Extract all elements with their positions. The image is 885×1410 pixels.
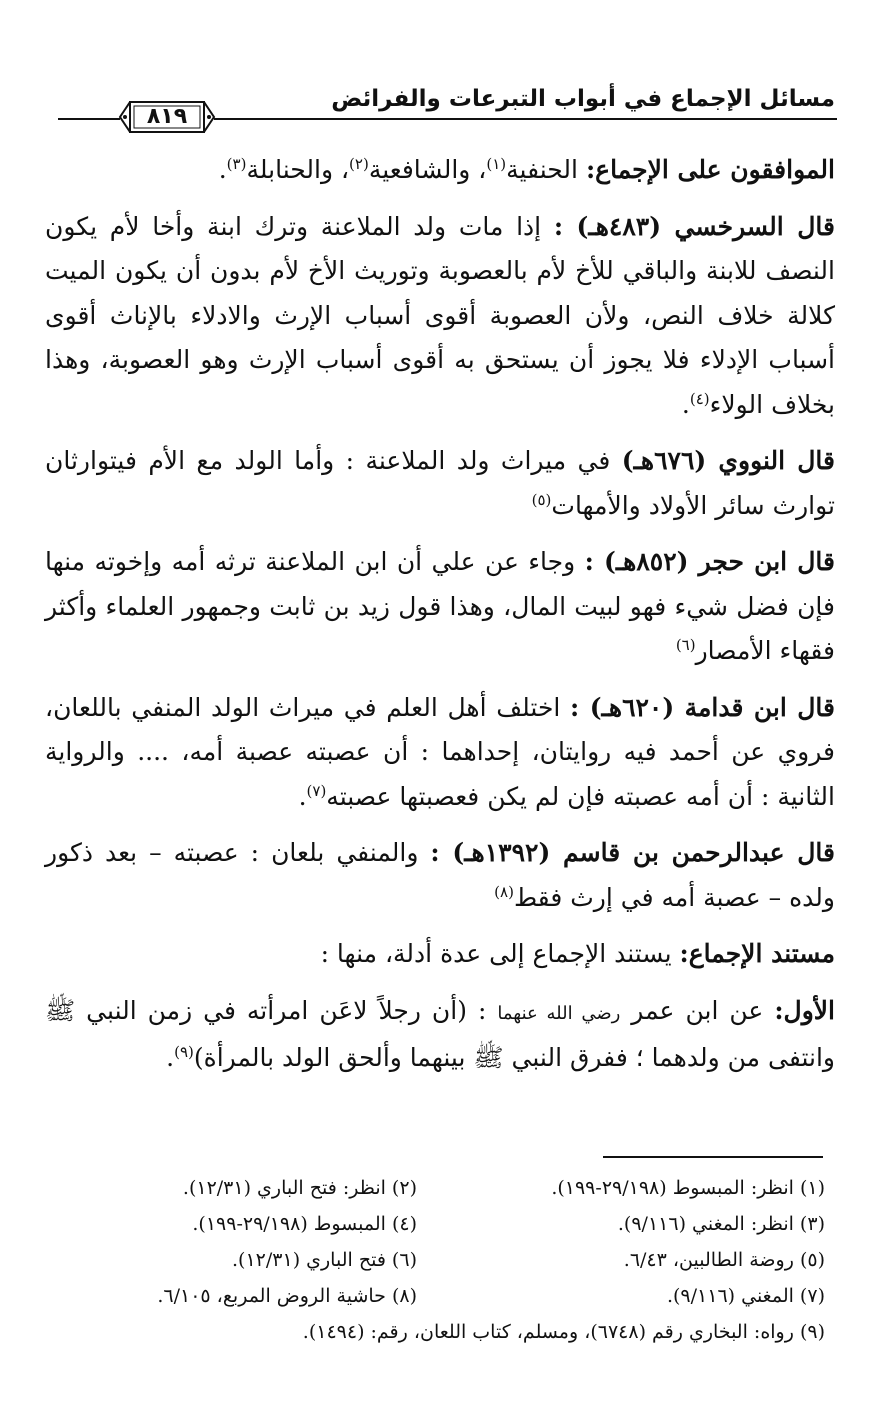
footnote-9: (٩) رواه: البخاري رقم (٦٧٤٨)، ومسلم، كتاب اللعان، رقم: (١٤٩٤). bbox=[302, 1321, 825, 1343]
salutation-glyph-icon: ﷺ bbox=[45, 995, 76, 1025]
footnote-7: (٧) المغني (٩/١١٦). bbox=[666, 1285, 825, 1307]
footnote-ref: (٩) bbox=[174, 1043, 194, 1061]
footnote-grid bbox=[45, 1170, 825, 1314]
paragraph-text: اختلف أهل العلم في ميراث الولد المنفي باللعان، فروي عن أحمد فيه روايتان، إحداهما : أن عصبته عصبة أمه، .... والرواية الثانية : أن أمه عصبته فإن لم يكن فعصبتها عصبته bbox=[45, 692, 835, 811]
paragraph-ibn-qudama bbox=[45, 686, 835, 820]
page-number-frame bbox=[116, 96, 218, 138]
header-rule-right bbox=[214, 118, 837, 120]
paragraph-sarakhsi bbox=[45, 205, 835, 428]
paragraph-text: . bbox=[681, 389, 690, 419]
paragraph-text: ، والحنابلة bbox=[246, 155, 350, 184]
paragraph-text: ، والشافعية bbox=[368, 155, 487, 184]
footnote-ref: (٣) bbox=[226, 155, 247, 173]
paragraph-text: إذا مات ولد الملاعنة وترك ابنة وأخا لأم يكون النصف للابنة والباقي للأخ لأم بالعصوبة وتوريث الأخ لأم بدون أن يكون الميت كلالة خلاف النص، ولأن العصوبة أقوى أسباب الإرث والادلاء بالإناث أقوى أسباب الإدلاء فلا يجوز أن يستحق به أقوى أسباب الإرث وهو العصوبة، وهذا بخلاف الولاء bbox=[45, 211, 835, 419]
footnote-ref: (٦) bbox=[675, 636, 696, 654]
footnote-8: (٨) حاشية الروض المربع، ٦/١٠٥. bbox=[157, 1285, 417, 1307]
salutation-glyph-icon: ﷺ bbox=[473, 1043, 504, 1072]
paragraph-text: والمنفي بلعان : عصبته – بعد ذكور ولده – عصبة أمه في إرث فقط bbox=[45, 838, 835, 912]
footnote-3: (٣) انظر: المغني (٩/١١٦). bbox=[617, 1213, 825, 1235]
footnote-4: (٤) المبسوط (٢٩/١٩٨-١٩٩). bbox=[192, 1213, 417, 1235]
header-rule-left bbox=[58, 118, 120, 120]
page-number: ٨١٩ bbox=[146, 104, 188, 129]
footnote-ref: (٧) bbox=[306, 781, 327, 800]
honorific-glyph-icon: رضي الله عنهما bbox=[497, 1002, 621, 1024]
paragraph-text: في ميراث ولد الملاعنة : وأما الولد مع الأم فيتوارثان توارث سائر الأولاد والأمهات bbox=[45, 446, 835, 520]
footnote-ref: (٢) bbox=[349, 155, 369, 173]
footnote-ref: (١) bbox=[486, 155, 507, 173]
paragraph-lead: مستند الإجماع: bbox=[679, 939, 835, 968]
footnote-1: (١) انظر: المبسوط (٢٩/١٩٨-١٩٩). bbox=[551, 1177, 825, 1199]
paragraph-lead: الموافقون على الإجماع: bbox=[585, 155, 835, 184]
paragraph-lead: قال ابن حجر (٨٥٢هـ) : bbox=[584, 547, 835, 576]
paragraph-lead: الأول: bbox=[774, 995, 835, 1025]
paragraph-text: يستند الإجماع إلى عدة أدلة، منها : bbox=[320, 939, 680, 968]
paragraph-lead: قال عبدالرحمن بن قاسم (١٣٩٢هـ) : bbox=[430, 838, 835, 867]
main-text bbox=[45, 148, 835, 1093]
paragraph-lead: قال ابن قدامة (٦٢٠هـ) : bbox=[570, 692, 836, 722]
paragraph-nawawi bbox=[45, 439, 835, 528]
footnote-2: (٢) انظر: فتح الباري (١٢/٣١). bbox=[182, 1177, 417, 1199]
paragraph-lead: قال السرخسي (٤٨٣هـ) : bbox=[553, 211, 835, 241]
footnote-6: (٦) فتح الباري (١٢/٣١). bbox=[232, 1249, 417, 1271]
paragraph-text: . bbox=[218, 155, 227, 184]
paragraph-first-evidence bbox=[45, 989, 835, 1081]
paragraph-ibn-hajar bbox=[45, 540, 835, 674]
paragraph-ibn-qasim bbox=[45, 831, 835, 920]
paragraph-text: عن ابن عمر bbox=[620, 995, 775, 1025]
paragraph-text: . bbox=[166, 1043, 175, 1072]
paragraph-lead: قال النووي (٦٧٦هـ) bbox=[621, 446, 836, 475]
paragraph-text: : (أن رجلاً لاعَن امرأته في زمن النبي bbox=[75, 995, 498, 1025]
paragraph-text: وانتفى من ولدهما ؛ ففرق النبي bbox=[503, 1043, 835, 1072]
footnote-5: (٥) روضة الطالبين، ٦/٤٣. bbox=[623, 1249, 825, 1271]
footnote-separator bbox=[603, 1156, 823, 1158]
footnote-ref: (٤) bbox=[689, 389, 710, 408]
paragraph-text: وجاء عن علي أن ابن الملاعنة ترثه أمه وإخوته منها فإن فضل شيء فهو لبيت المال، وهذا قول زيد بن ثابت وجمهور العلماء وأكثر فقهاء الأمصار bbox=[45, 547, 835, 665]
running-head-title: مسائل الإجماع في أبواب التبرعات والفرائض bbox=[331, 86, 835, 112]
footnote-ref: (٨) bbox=[494, 882, 514, 901]
footnote-ref: (٥) bbox=[531, 490, 552, 509]
paragraph-agreeing-schools bbox=[45, 148, 835, 193]
paragraph-basis bbox=[45, 932, 835, 977]
paragraph-text: بينهما وألحق الولد بالمرأة) bbox=[193, 1043, 474, 1072]
paragraph-text: الحنفية bbox=[506, 155, 586, 184]
footnotes bbox=[45, 1170, 825, 1350]
paragraph-text: . bbox=[298, 781, 307, 811]
